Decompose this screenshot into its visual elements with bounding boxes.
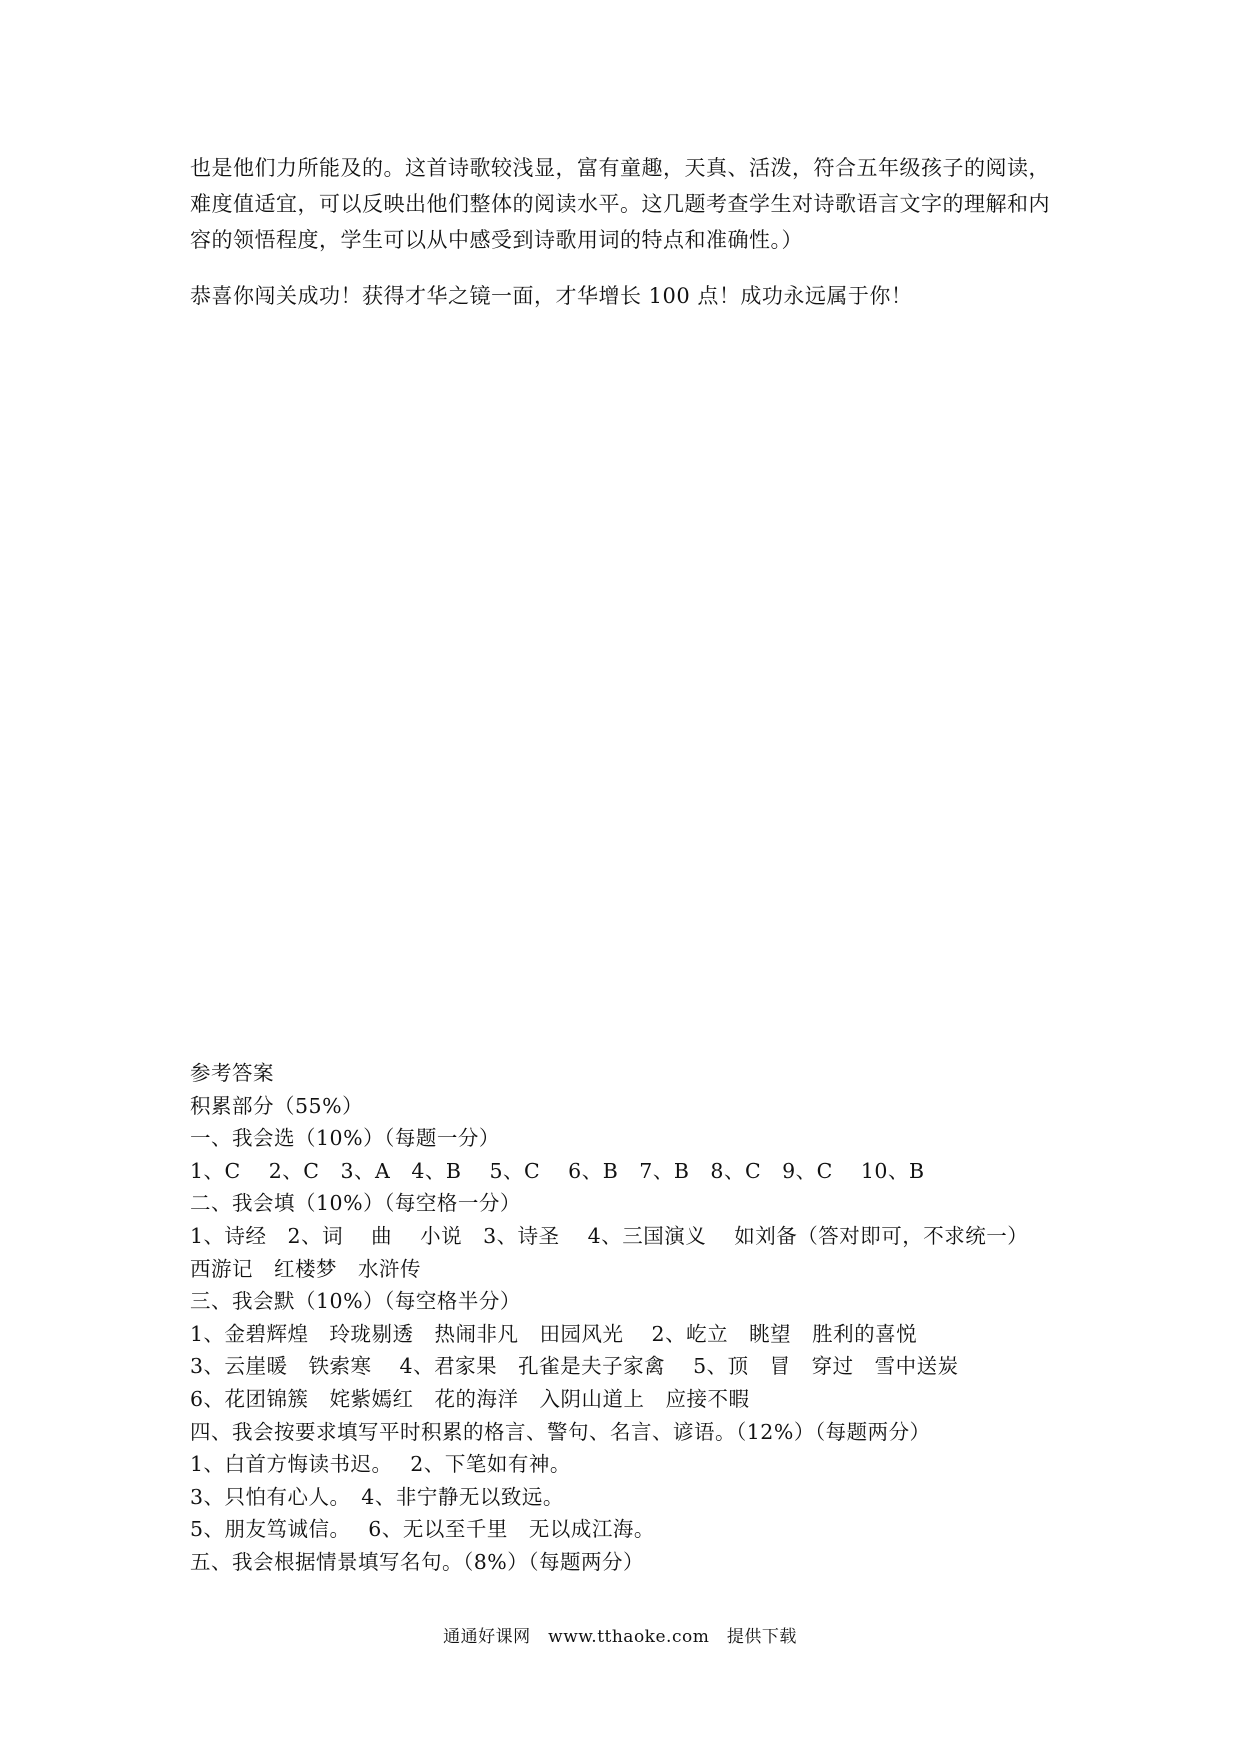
answer-line: 四、我会按要求填写平时积累的格言、警句、名言、谚语。（12%）（每题两分）	[190, 1419, 931, 1444]
answer-line: 积累部分（55%）	[190, 1093, 364, 1118]
answer-line: 3、只怕有心人。 4、非宁静无以致远。	[190, 1484, 564, 1509]
intro-paragraph	[190, 150, 1070, 258]
answer-line: 五、我会根据情景填写名句。（8%）（每题两分）	[190, 1549, 645, 1574]
answer-line: 1、金碧辉煌 玲珑剔透 热闹非凡 田园风光 2、屹立 眺望 胜利的喜悦	[190, 1321, 918, 1346]
answer-line: 一、我会选（10%）（每题一分）	[190, 1126, 500, 1151]
answer-line: 二、我会填（10%）（每空格一分）	[190, 1191, 521, 1216]
congrats-paragraph	[190, 278, 1070, 314]
answer-line: 5、朋友笃诚信。 6、无以至千里 无以成江海。	[190, 1517, 655, 1542]
answer-line: 西游记 红楼梦 水浒传	[190, 1256, 421, 1281]
answer-line: 1、诗经 2、词 曲 小说 3、诗圣 4、三国演义 如刘备（答对即可，不求统一）	[190, 1223, 1029, 1248]
page-footer: 通通好课网 www.tthaoke.com 提供下载	[443, 1627, 797, 1647]
intro-line: 也是他们力所能及的。这首诗歌较浅显，富有童趣，天真、活泼，符合五年级孩子的阅读，	[190, 156, 1050, 180]
intro-line: 容的领悟程度，学生可以从中感受到诗歌用词的特点和准确性。）	[190, 228, 803, 252]
answer-line: 1、白首方悔读书迟。 2、下笔如有神。	[190, 1452, 571, 1477]
intro-line: 难度值适宜，可以反映出他们整体的阅读水平。这几题考查学生对诗歌语言文字的理解和内	[190, 192, 1050, 216]
answer-key-title: 参考答案	[190, 1061, 274, 1085]
answer-key-section	[190, 1057, 1070, 1579]
answer-line: 三、我会默（10%）（每空格半分）	[190, 1289, 521, 1314]
answer-line: 1、C 2、C 3、A 4、B 5、C 6、B 7、B 8、C 9、C 10、B	[190, 1158, 925, 1183]
congrats-line: 恭喜你闯关成功！获得才华之镜一面，才华增长 100 点！成功永远属于你！	[190, 284, 913, 308]
answer-line: 6、花团锦簇 姹紫嫣红 花的海洋 入阴山道上 应接不暇	[190, 1386, 750, 1411]
answer-line: 3、云崖暖 铁索寒 4、君家果 孔雀是夫子家禽 5、顶 冒 穿过 雪中送炭	[190, 1354, 959, 1379]
